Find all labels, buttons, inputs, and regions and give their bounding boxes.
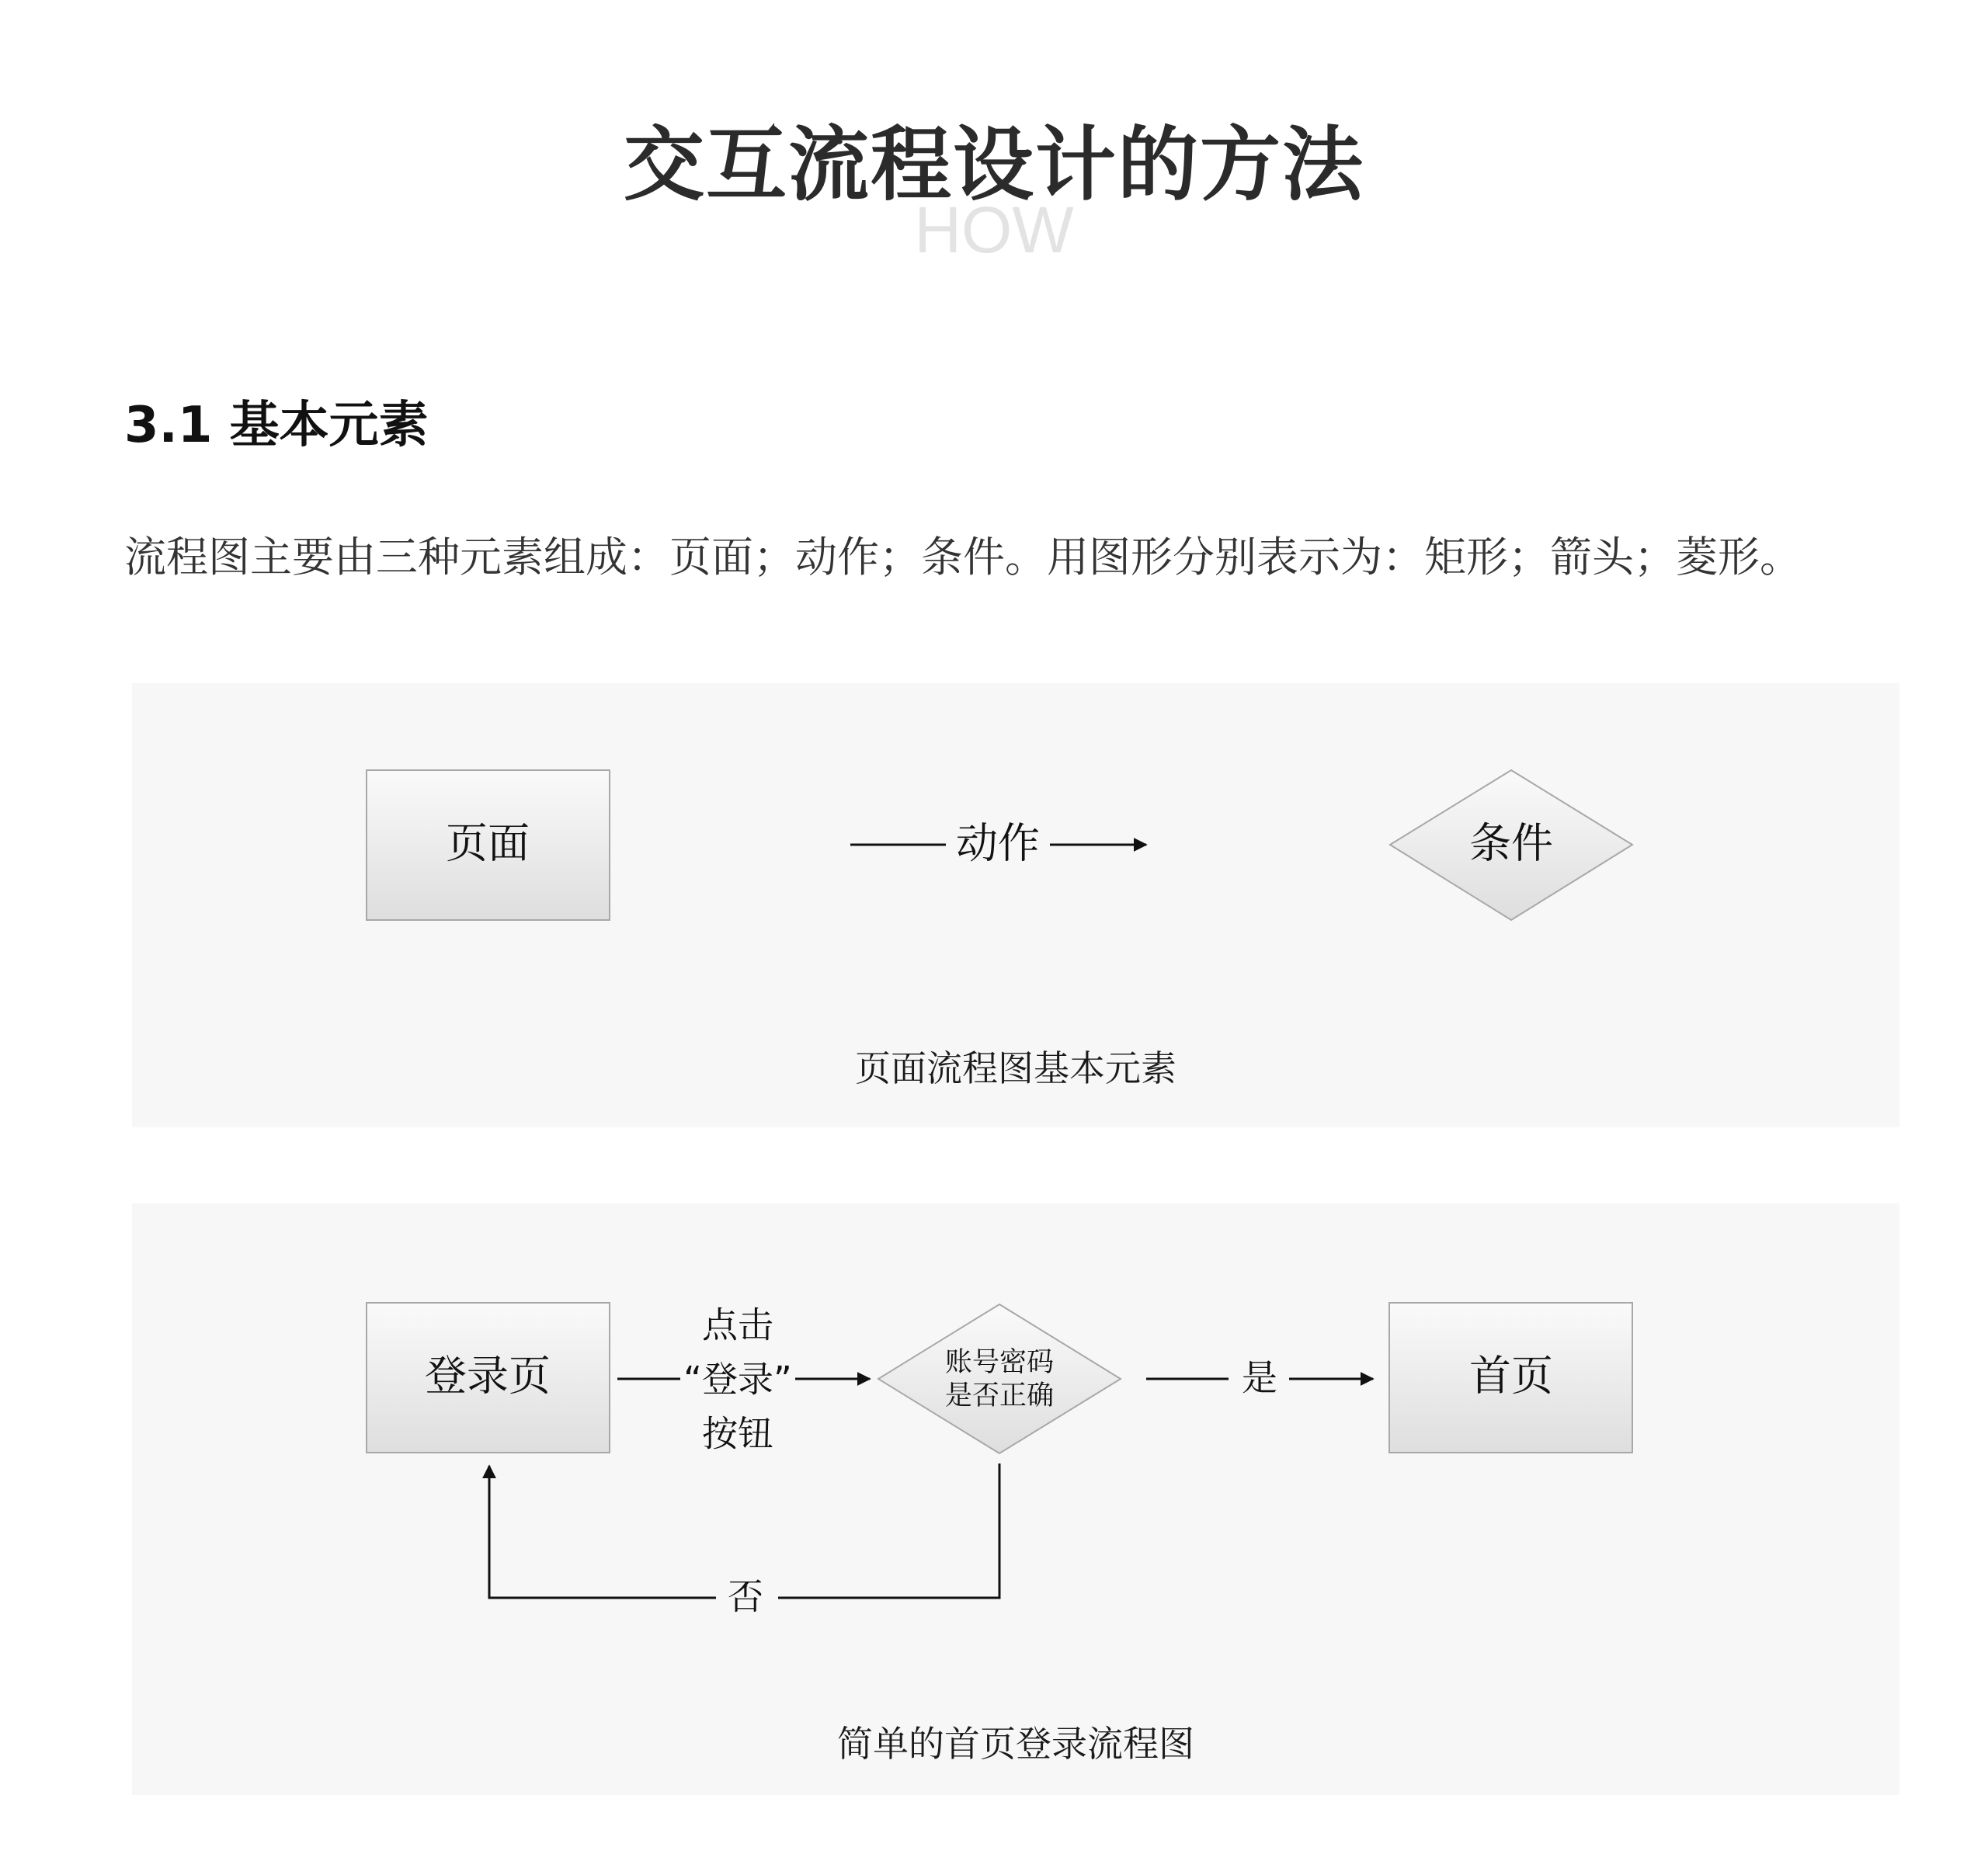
no-branch-arrow bbox=[489, 1466, 716, 1598]
condition-shape-label: 条件 bbox=[1469, 818, 1553, 868]
login-flow-panel bbox=[132, 1203, 1899, 1795]
click-label-line3: 按钮 bbox=[702, 1412, 773, 1455]
page-title: 交互流程设计的方法 bbox=[623, 117, 1364, 212]
page-subtitle-watermark: HOW bbox=[914, 193, 1074, 266]
no-label: 否 bbox=[728, 1575, 763, 1618]
credentials-check-line2: 是否正确 bbox=[944, 1380, 1055, 1411]
no-branch-line-right bbox=[778, 1463, 999, 1598]
diagram2-caption: 简单的首页登录流程图 bbox=[837, 1723, 1194, 1765]
credentials-check-diamond bbox=[878, 1304, 1121, 1453]
intro-paragraph: 流程图主要由三种元素组成：页面；动作；条件。用图形分别表示为：矩形；箭头；菱形。 bbox=[124, 533, 1802, 582]
action-label: 动作 bbox=[956, 818, 1040, 868]
basic-elements-panel bbox=[132, 683, 1899, 1127]
click-label-line2: “登录” bbox=[683, 1358, 792, 1401]
page-shape-label: 页面 bbox=[446, 818, 530, 868]
login-page-label: 登录页 bbox=[425, 1351, 551, 1401]
credentials-check-line1: 账号密码 bbox=[944, 1347, 1055, 1378]
home-page-label: 首页 bbox=[1469, 1351, 1553, 1401]
diagram1-caption: 页面流程图基本元素 bbox=[855, 1047, 1176, 1089]
login-flow-diagram bbox=[132, 1203, 1899, 1795]
yes-label: 是 bbox=[1242, 1356, 1277, 1399]
click-label-line1: 点击 bbox=[702, 1304, 773, 1346]
section-heading: 3.1 基本元素 bbox=[124, 397, 429, 454]
